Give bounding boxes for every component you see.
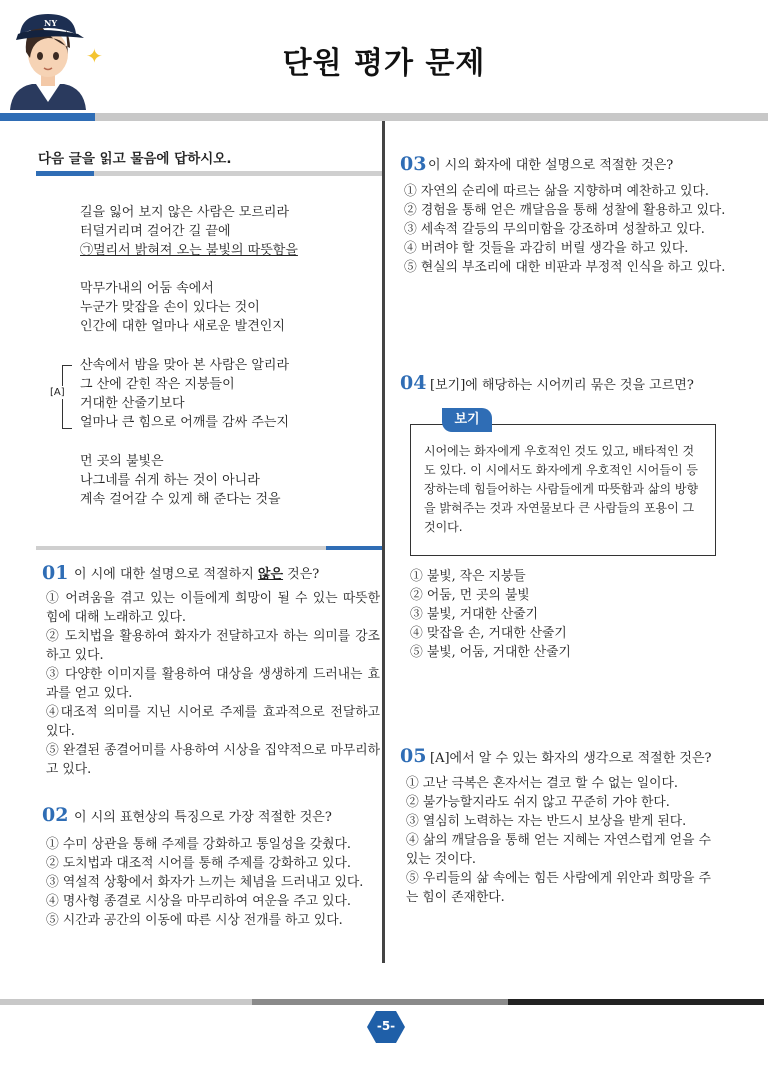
question-number: 02	[42, 804, 69, 826]
poem-line: 얼마나 큰 힘으로 어깨를 감싸 주는지	[80, 415, 290, 430]
question-number: 04	[400, 372, 427, 394]
answer-option[interactable]: ③ 불빛, 거대한 산줄기	[410, 607, 538, 622]
example-box-text: 시어에는 화자에게 우호적인 것도 있고, 배타적인 것도 있다. 이 시에서도 화자에게 우호적인 시어들이 등장하는데 힘들어하는 사람들에게 따뜻함과 삶의 방향을 밝혀주는 것과 자연물보다 큰 사람들의 포용이 그것이다.	[424, 444, 699, 534]
question-number: 03	[400, 153, 427, 175]
answer-option[interactable]: ① 고난 극복은 혼자서는 결코 할 수 없는 일이다.	[406, 776, 678, 791]
poem-line: 길을 잃어 보지 않은 사람은 모르리라	[80, 205, 290, 220]
answer-option[interactable]: ③ 세속적 갈등의 무의미함을 강조하며 성찰하고 있다.	[404, 222, 705, 237]
instruction-underline	[94, 171, 382, 176]
answer-option[interactable]: ② 도치법을 활용하여 화자가 전달하고자 하는 의미를 강조하고 있다.	[46, 629, 380, 663]
question-text: 이 시의 화자에 대한 설명으로 적절한 것은?	[428, 158, 674, 173]
poem-line: 계속 걸어갈 수 있게 해 준다는 것을	[80, 492, 281, 507]
instruction-text: 다음 글을 읽고 물음에 답하시오.	[38, 151, 232, 167]
sparkle-icon: ✦	[86, 44, 103, 68]
poem-line-underlined: ㉠멀리서 밝혀져 오는 불빛의 따뜻함을	[80, 243, 298, 258]
answer-option[interactable]: ④ 명사형 종결로 시상을 마무리하여 여운을 주고 있다.	[46, 894, 351, 909]
q03-options	[404, 182, 744, 277]
answer-option[interactable]: ② 불가능할지라도 쉬지 않고 꾸준히 가야 한다.	[406, 795, 670, 810]
footer-bar	[508, 999, 764, 1005]
q01-options	[46, 589, 380, 779]
answer-option[interactable]: ⑤ 우리들의 삶 속에는 힘든 사람에게 위안과 희망을 주는 힘이 존재한다.	[406, 871, 711, 905]
answer-option[interactable]: ③ 열심히 노력하는 자는 반드시 보상을 받게 된다.	[406, 814, 687, 829]
answer-option[interactable]: ④대조적 의미를 지닌 시어로 주제를 효과적으로 전달하고 있다.	[46, 705, 380, 739]
poem-line: 나그네를 쉬게 하는 것이 아니라	[80, 473, 260, 488]
q02-options	[46, 835, 380, 930]
answer-option[interactable]: ① 불빛, 작은 지붕들	[410, 569, 526, 584]
answer-option[interactable]: ④ 삶의 깨달음을 통해 얻는 지혜는 자연스럽게 얻을 수 있는 것이다.	[406, 833, 711, 867]
poem-line: 누군가 맞잡을 손이 있다는 것이	[80, 300, 260, 315]
poem-line: 산속에서 밤을 맞아 본 사람은 알리라	[80, 358, 290, 373]
example-box-label: 보기	[442, 408, 492, 432]
header-divider-accent	[0, 113, 95, 121]
footer-bar	[0, 999, 252, 1005]
question-text: [보기]에 해당하는 시어끼리 묶은 것을 고르면?	[430, 378, 694, 393]
answer-option[interactable]: ② 경험을 통해 얻은 깨달음을 통해 성찰에 활용하고 있다.	[404, 203, 726, 218]
page-title: 단원 평가 문제	[282, 46, 486, 81]
poem-line: 먼 곳의 불빛은	[80, 454, 164, 469]
answer-option[interactable]: ③ 다양한 이미지를 활용하여 대상을 생생하게 드러내는 효과를 얻고 있다.	[46, 667, 380, 701]
question-text-part: 이 시에 대한 설명으로 적절하지	[74, 567, 258, 582]
instruction-underline-accent	[36, 171, 94, 176]
answer-option[interactable]: ③ 역설적 상황에서 화자가 느끼는 체념을 드러내고 있다.	[46, 875, 364, 890]
q05-options	[406, 774, 720, 907]
poem-line: 거대한 산줄기보다	[80, 396, 185, 411]
question-text	[74, 563, 319, 582]
question-emphasis: 않은	[257, 567, 284, 582]
question-text: [A]에서 알 수 있는 화자의 생각으로 적절한 것은?	[430, 751, 712, 766]
answer-option[interactable]: ① 자연의 순리에 따르는 삶을 지향하며 예찬하고 있다.	[404, 184, 709, 199]
answer-option[interactable]: ⑤ 시간과 공간의 이동에 따른 시상 전개를 하고 있다.	[46, 913, 343, 928]
header-divider	[0, 113, 768, 121]
answer-option[interactable]: ① 수미 상관을 통해 주제를 강화하고 통일성을 갖췄다.	[46, 837, 351, 852]
answer-option[interactable]: ④ 버려야 할 것들을 과감히 버릴 생각을 하고 있다.	[404, 241, 689, 256]
bracket-label: [A]	[50, 387, 65, 398]
question-text: 이 시의 표현상의 특징으로 가장 적절한 것은?	[74, 810, 332, 825]
answer-option[interactable]: ① 어려움을 겪고 있는 이들에게 희망이 될 수 있는 따뜻한 힘에 대해 노래하고 있다.	[46, 591, 380, 625]
answer-option[interactable]: ⑤ 완결된 종결어미를 사용하여 시상을 집약적으로 마무리하고 있다.	[46, 743, 380, 777]
answer-option[interactable]: ④ 맞잡을 손, 거대한 산줄기	[410, 626, 567, 641]
section-divider-accent	[326, 546, 382, 550]
q04-options	[410, 567, 730, 662]
section-divider	[36, 546, 326, 550]
page-number: -5-	[376, 1019, 396, 1033]
column-divider	[382, 121, 385, 963]
page-number-badge	[366, 1010, 406, 1044]
poem-line: 막무가내의 어둠 속에서	[80, 281, 214, 296]
answer-option[interactable]: ② 도치법과 대조적 시어를 통해 주제를 강화하고 있다.	[46, 856, 351, 871]
footer-bar	[252, 999, 508, 1005]
poem-line: 인간에 대한 얼마나 새로운 발견인지	[80, 319, 285, 334]
question-number: 01	[42, 562, 69, 584]
poem-line: 터덜거리며 걸어간 길 끝에	[80, 224, 231, 239]
poem-line: 그 산에 갇힌 작은 지붕들이	[80, 377, 235, 392]
answer-option[interactable]: ⑤ 불빛, 어둠, 거대한 산줄기	[410, 645, 571, 660]
question-text-part: 것은?	[283, 567, 320, 582]
answer-option[interactable]: ⑤ 현실의 부조리에 대한 비판과 부정적 인식을 하고 있다.	[404, 260, 726, 275]
answer-option[interactable]: ② 어둠, 먼 곳의 불빛	[410, 588, 530, 603]
svg-text:NY: NY	[44, 18, 58, 28]
question-number: 05	[400, 745, 427, 767]
